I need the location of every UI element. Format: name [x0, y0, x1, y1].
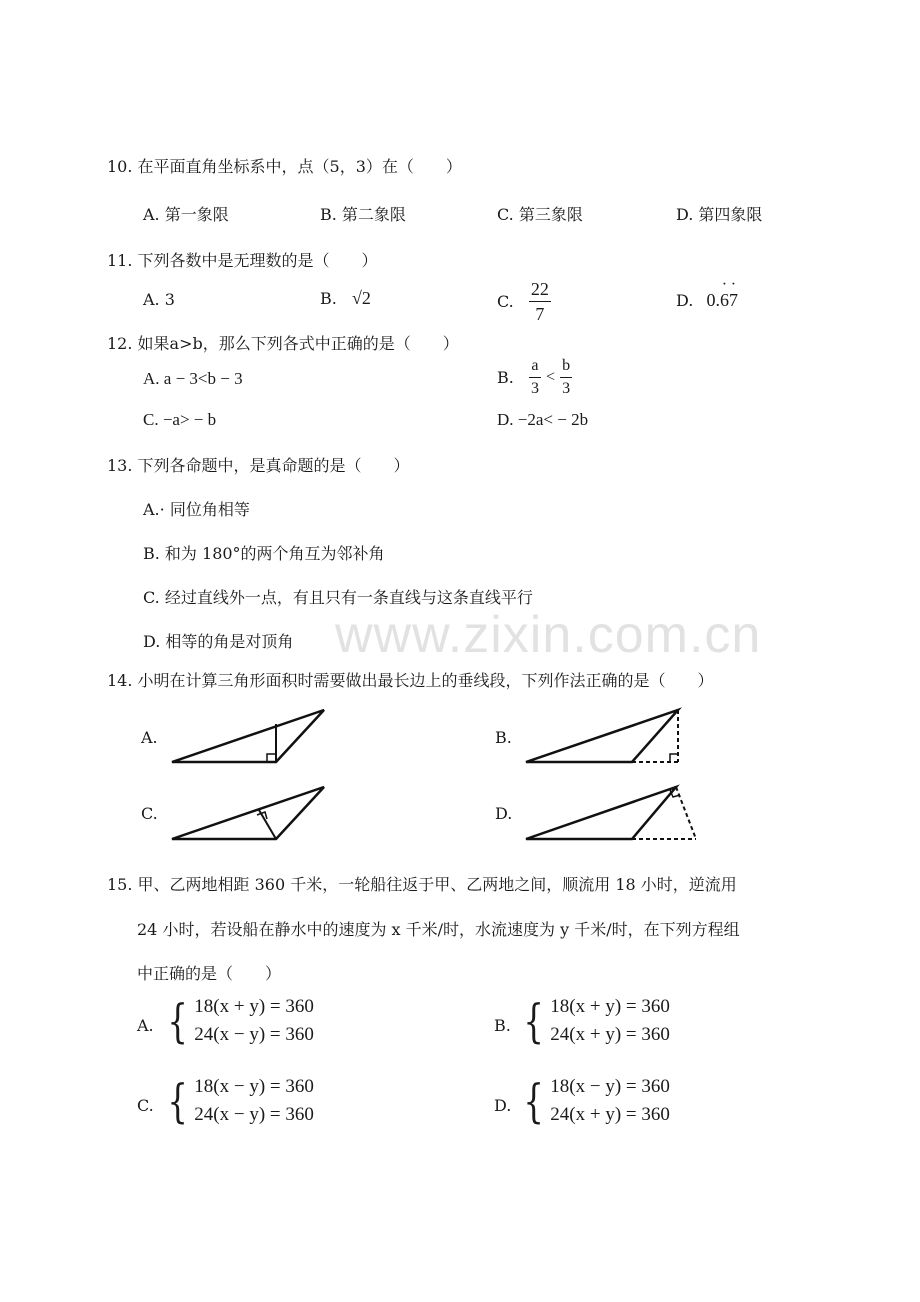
- triangle-d: [526, 787, 676, 839]
- q15-c-equation-1: 18(x − y) = 360: [194, 1076, 314, 1097]
- q13-option-d: D. 相等的角是对顶角: [143, 632, 294, 651]
- q15-b-equation-1: 18(x + y) = 360: [550, 996, 670, 1017]
- q15-a-equation-1: 18(x + y) = 360: [194, 996, 314, 1017]
- triangle-b: [526, 710, 678, 762]
- q11-c-denominator: 7: [535, 304, 545, 324]
- question-15-line-3: 中正确的是（ ）: [137, 964, 282, 983]
- q10-option-c: C. 第三象限: [497, 205, 583, 224]
- q11-option-d-value: [706, 290, 738, 310]
- question-12-stem: 12. 如果a>b，那么下列各式中正确的是（ ）: [107, 334, 459, 353]
- question-14-stem: 14. 小明在计算三角形面积时需要做出最长边上的垂线段，下列作法正确的是（ ）: [107, 671, 714, 690]
- q12-b-denominator-1: 3: [530, 380, 539, 397]
- q11-d-repeating-digit-2: · 7: [729, 290, 738, 311]
- q15-option-c-system: [163, 1076, 314, 1126]
- q12-b-numerator-1: a: [529, 358, 541, 378]
- q12-option-d: D. −2a< − 2b: [497, 410, 589, 429]
- q12-option-a: A. a − 3<b − 3: [143, 369, 243, 388]
- q13-option-b: B. 和为 180°的两个角互为邻补角: [143, 544, 385, 563]
- q14-figure-a: [168, 706, 330, 768]
- q11-option-a: A. 3: [143, 290, 175, 309]
- q11-option-c-fraction: [529, 280, 551, 323]
- q12-option-b-label: B.: [497, 368, 514, 387]
- q14-option-a-label: A.: [141, 728, 158, 747]
- q15-b-equation-2: 24(x + y) = 360: [550, 1024, 670, 1045]
- q12-b-fraction-2: [560, 358, 572, 397]
- q10-option-d: D. 第四象限: [676, 205, 763, 224]
- q15-option-d-system: [519, 1076, 670, 1126]
- q12-b-fraction-1: [529, 358, 541, 397]
- triangle-a: [172, 710, 324, 762]
- q15-a-equation-2: 24(x − y) = 360: [194, 1024, 314, 1045]
- q12-option-c: C. −a> − b: [143, 410, 217, 429]
- q14-option-d-label: D.: [495, 804, 513, 823]
- watermark: www.zixin.com.cn: [335, 606, 762, 664]
- q11-option-d-label: D.: [676, 291, 694, 310]
- q11-c-numerator: 22: [529, 280, 551, 302]
- q11-option-b-label: B.: [320, 289, 337, 308]
- q14-figure-c: [168, 783, 330, 845]
- q12-b-denominator-2: 3: [562, 380, 571, 397]
- q14-option-b-label: B.: [495, 728, 512, 747]
- altitude-c: [259, 810, 276, 839]
- q15-option-a-label: A.: [137, 1016, 154, 1035]
- q11-option-d: [676, 290, 738, 311]
- q10-option-b: B. 第二象限: [320, 205, 406, 224]
- q12-option-b: [497, 358, 572, 397]
- q11-d-integer: 0.: [706, 290, 720, 310]
- q15-option-d-label: D.: [494, 1096, 512, 1115]
- q11-option-b-value: √2: [351, 288, 371, 308]
- question-11-stem: 11. 下列各数中是无理数的是（ ）: [107, 251, 378, 270]
- q13-option-c: C. 经过直线外一点，有且只有一条直线与这条直线平行: [143, 588, 533, 607]
- q13-option-a: A.· 同位角相等: [143, 500, 250, 519]
- brace-icon: {: [167, 994, 188, 1048]
- q14-option-c-label: C.: [141, 804, 158, 823]
- q12-b-operator: <: [546, 368, 556, 386]
- q15-c-equation-2: 24(x − y) = 360: [194, 1104, 314, 1125]
- q11-d-repeating-digit-1: · 6: [720, 290, 729, 311]
- triangle-c: [172, 787, 324, 839]
- q15-d-equation-1: 18(x − y) = 360: [550, 1076, 670, 1097]
- q14-figure-b: [522, 706, 687, 768]
- q12-b-numerator-2: b: [560, 358, 572, 378]
- brace-icon: {: [167, 1074, 188, 1128]
- q15-option-b-label: B.: [494, 1016, 511, 1035]
- q11-option-c: [497, 280, 551, 323]
- question-10-stem: 10. 在平面直角坐标系中，点（5，3）在（ ）: [107, 157, 462, 176]
- q15-option-c-label: C.: [137, 1096, 154, 1115]
- question-15-line-1: 15. 甲、乙两地相距 360 千米，一轮船往返于甲、乙两地之间，顺流用 18 小时，逆流用: [107, 875, 737, 894]
- question-13-stem: 13. 下列各命题中，是真命题的是（ ）: [107, 456, 410, 475]
- q14-figure-d: [522, 783, 702, 845]
- q15-option-a-system: [163, 996, 314, 1046]
- brace-icon: {: [523, 1074, 544, 1128]
- q11-option-c-label: C.: [497, 292, 514, 311]
- q15-option-b-system: [519, 996, 670, 1046]
- right-angle-mark-b: [670, 754, 678, 762]
- question-15-line-2: 24 小时，若设船在静水中的速度为 x 千米/时，水流速度为 y 千米/时，在下列方程组: [137, 920, 740, 939]
- q11-option-b: [320, 288, 371, 309]
- q10-option-a: A. 第一象限: [143, 205, 229, 224]
- q15-d-equation-2: 24(x + y) = 360: [550, 1104, 670, 1125]
- brace-icon: {: [523, 994, 544, 1048]
